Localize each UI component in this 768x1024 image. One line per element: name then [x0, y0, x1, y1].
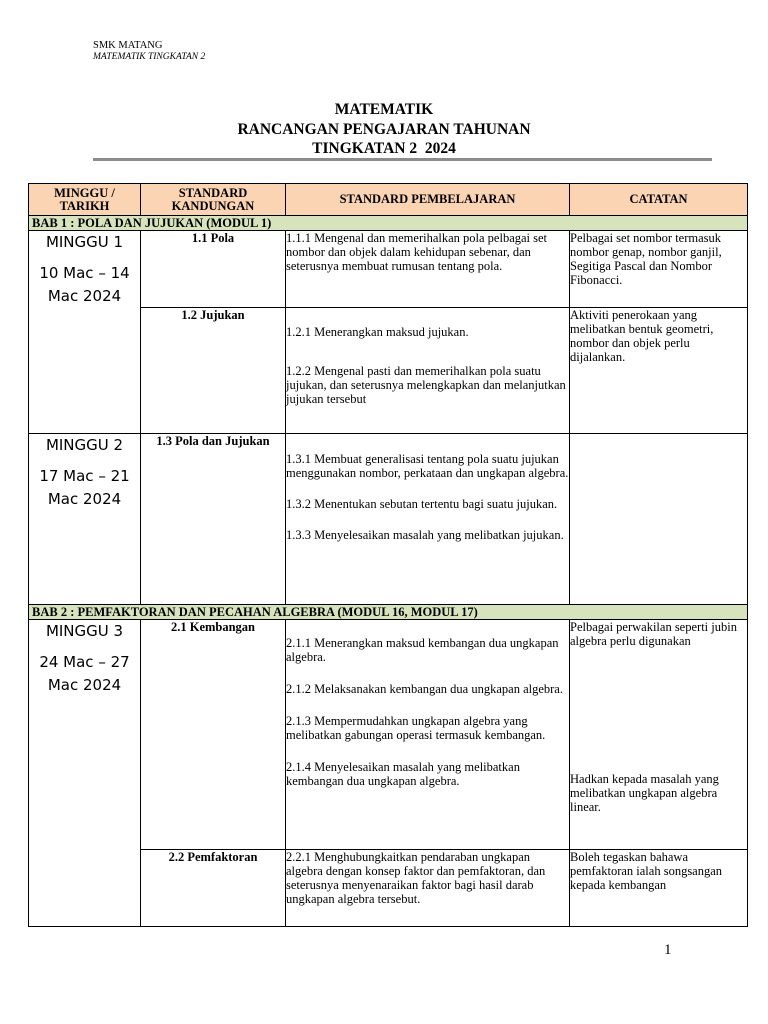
week-date-end: Mac 2024 [47, 287, 122, 305]
table-row [29, 231, 748, 308]
learning-standard: 1.3.3 Menyelesaikan masalah yang melibatkan jujukan. [286, 528, 564, 542]
learning-standard: 2.1.1 Menerangkan maksud kembangan dua ungkapan algebra. [286, 636, 559, 664]
table-row [29, 620, 748, 850]
page-number: 1 [664, 942, 672, 958]
notes: Boleh tegaskan bahawa pemfaktoran ialah songsangan kepada kembangan [570, 850, 748, 927]
week-label: MINGGU 1 [45, 233, 124, 251]
table-row [29, 434, 748, 605]
content-standard: 2.1 Kembangan [141, 620, 286, 850]
notes-text: Pelbagai perwakilan seperti jubin algebra perlu digunakan [570, 620, 737, 648]
learning-standard: 2.1.3 Mempermudahkan ungkapan algebra yang melibatkan gabungan operasi termasuk kembangan. [286, 714, 546, 742]
title-line-2: RANCANGAN PENGAJARAN TAHUNAN [237, 120, 531, 138]
learning-standard-list [286, 308, 570, 434]
chapter-title: BAB 2 : PEMFAKTORAN DAN PECAHAN ALGEBRA (MODUL 16, MODUL 17) [29, 605, 748, 620]
chapter-row [29, 216, 748, 231]
title-line-1: MATEMATIK [334, 101, 434, 118]
week-label: MINGGU 2 [45, 436, 124, 454]
document-title [0, 100, 768, 159]
week-label: MINGGU 3 [45, 622, 124, 640]
learning-standard: 1.3.2 Menentukan sebutan tertentu bagi suatu jujukan. [286, 497, 558, 511]
chapter-title: BAB 1 : POLA DAN JUJUKAN (MODUL 1) [29, 216, 748, 231]
week-date-start: 17 Mac – 21 [39, 467, 130, 485]
learning-standard-list [286, 620, 570, 850]
learning-standard: 1.2.2 Mengenal pasti dan memerihalkan pola suatu jujukan, dan seterusnya melengkapkan dan melanjutkan jujukan tersebut [286, 364, 566, 406]
week-cell [29, 434, 141, 605]
learning-standard-list [286, 434, 570, 605]
week-date-start: 24 Mac – 27 [39, 653, 130, 671]
notes [570, 434, 748, 605]
notes [570, 620, 748, 850]
content-standard: 1.3 Pola dan Jujukan [141, 434, 286, 605]
header-minggu: MINGGU / TARIKH [29, 184, 141, 216]
week-cell [29, 620, 141, 927]
title-line-3: TINGKATAN 2 2024 [312, 140, 456, 157]
notes: Aktiviti penerokaan yang melibatkan bentuk geometri, nombor dan objek perlu dijalankan. [570, 308, 748, 434]
table-header-row [29, 184, 748, 216]
title-underline [93, 158, 712, 161]
learning-standard: 2.1.4 Menyelesaikan masalah yang melibatkan kembangan dua ungkapan algebra. [286, 760, 520, 788]
notes: Pelbagai set nombor termasuk nombor genap, nombor ganjil, Segitiga Pascal dan Nombor Fibonacci. [570, 231, 748, 308]
header-standard-kandungan: STANDARD KANDUNGAN [141, 184, 286, 216]
week-cell [29, 231, 141, 434]
lesson-plan-table [28, 183, 748, 927]
week-date-start: 10 Mac – 14 [39, 264, 130, 282]
learning-standard: 1.2.1 Menerangkan maksud jujukan. [286, 325, 469, 339]
school-name: SMK MATANG [93, 40, 163, 51]
week-date-end: Mac 2024 [47, 490, 122, 508]
chapter-row [29, 605, 748, 620]
content-standard: 1.2 Jujukan [141, 308, 286, 434]
week-date-end: Mac 2024 [47, 676, 122, 694]
learning-standard: 2.2.1 Menghubungkaitkan pendaraban ungkapan algebra dengan konsep faktor dan pemfaktoran, dan seterusnya menyenaraikan faktor bagi hasil darab ungkapan algebra tersebut. [286, 850, 570, 927]
learning-standard: 1.3.1 Membuat generalisasi tentang pola suatu jujukan menggunakan nombor, perkataan dan ungkapan algebra. [286, 452, 569, 480]
subject-line: MATEMATIK TINGKATAN 2 [93, 52, 206, 62]
header-catatan: CATATAN [570, 184, 748, 216]
learning-standard: 1.1.1 Mengenal dan memerihalkan pola pelbagai set nombor dan objek dalam kehidupan sebenar, dan seterusnya membuat rumusan tentang pola. [286, 231, 570, 308]
notes-text: Hadkan kepada masalah yang melibatkan ungkapan algebra linear. [570, 772, 719, 814]
content-standard: 1.1 Pola [141, 231, 286, 308]
learning-standard: 2.1.2 Melaksanakan kembangan dua ungkapan algebra. [286, 682, 563, 696]
header-standard-pembelajaran: STANDARD PEMBELAJARAN [286, 184, 570, 216]
content-standard: 2.2 Pemfaktoran [141, 850, 286, 927]
